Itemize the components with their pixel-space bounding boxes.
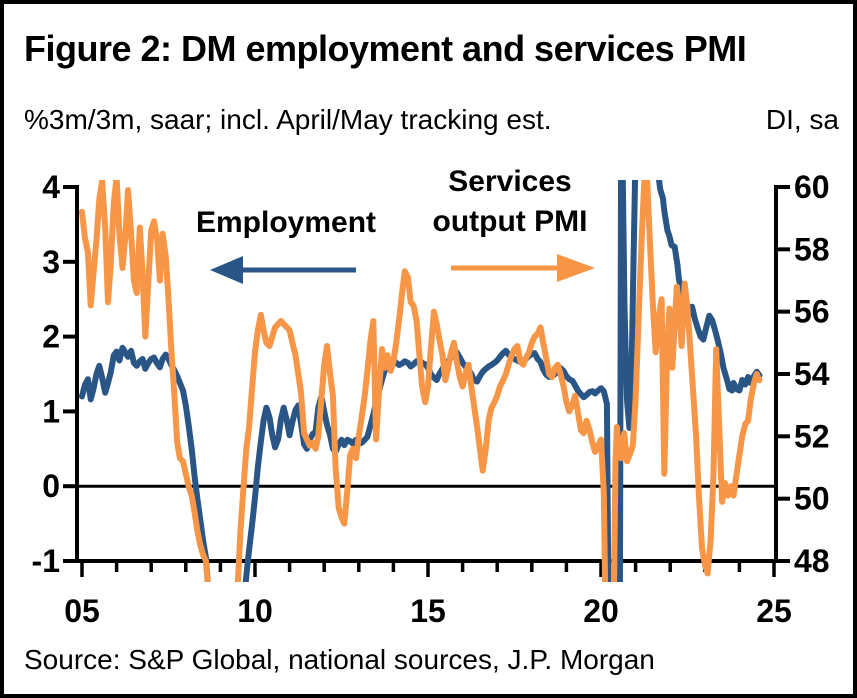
x-axis-tick-label: 20 — [583, 593, 619, 629]
left-axis-tick-label: 3 — [42, 243, 60, 280]
x-axis-tick-label: 25 — [756, 593, 792, 629]
right-axis-tick-label: 60 — [794, 169, 830, 205]
right-axis-tick-label: 48 — [794, 543, 830, 580]
employment-left-arrow — [210, 256, 356, 284]
right-axis-tick-label: 58 — [794, 231, 830, 268]
right-axis-tick-label: 54 — [794, 356, 830, 393]
left-axis-tick-label: 1 — [42, 393, 60, 430]
left-axis-units-label: %3m/3m, saar; incl. April/May tracking est. — [24, 104, 552, 135]
x-axis-tick-label: 15 — [410, 593, 446, 629]
right-axis-tick-label: 56 — [794, 293, 830, 330]
x-axis-tick-label: 05 — [64, 593, 100, 629]
left-arrowhead-icon — [210, 256, 243, 284]
left-axis-tick-label: 0 — [42, 468, 60, 505]
right-axis-tick-label: 50 — [794, 480, 830, 517]
services-pmi-series-label-line1: Services — [448, 165, 572, 198]
chart-canvas — [4, 4, 857, 698]
services-pmi-series-label-line2: output PMI — [432, 205, 588, 238]
right-axis-units-label: DI, sa — [765, 104, 839, 135]
source-note: Source: S&P Global, national sources, J.P. Morgan — [24, 644, 655, 675]
left-axis-tick-label: 4 — [42, 169, 60, 205]
x-axis-tick-label: 10 — [237, 593, 273, 629]
services-pmi-right-arrow — [451, 254, 595, 282]
figure-title: Figure 2: DM employment and services PMI — [24, 28, 747, 69]
left-axis-tick-label: 2 — [42, 318, 60, 355]
employment-series-label: Employment — [195, 206, 377, 239]
right-arrowhead-icon — [557, 254, 595, 282]
right-axis-tick-label: 52 — [794, 418, 830, 455]
left-axis-tick-label: -1 — [31, 543, 60, 579]
